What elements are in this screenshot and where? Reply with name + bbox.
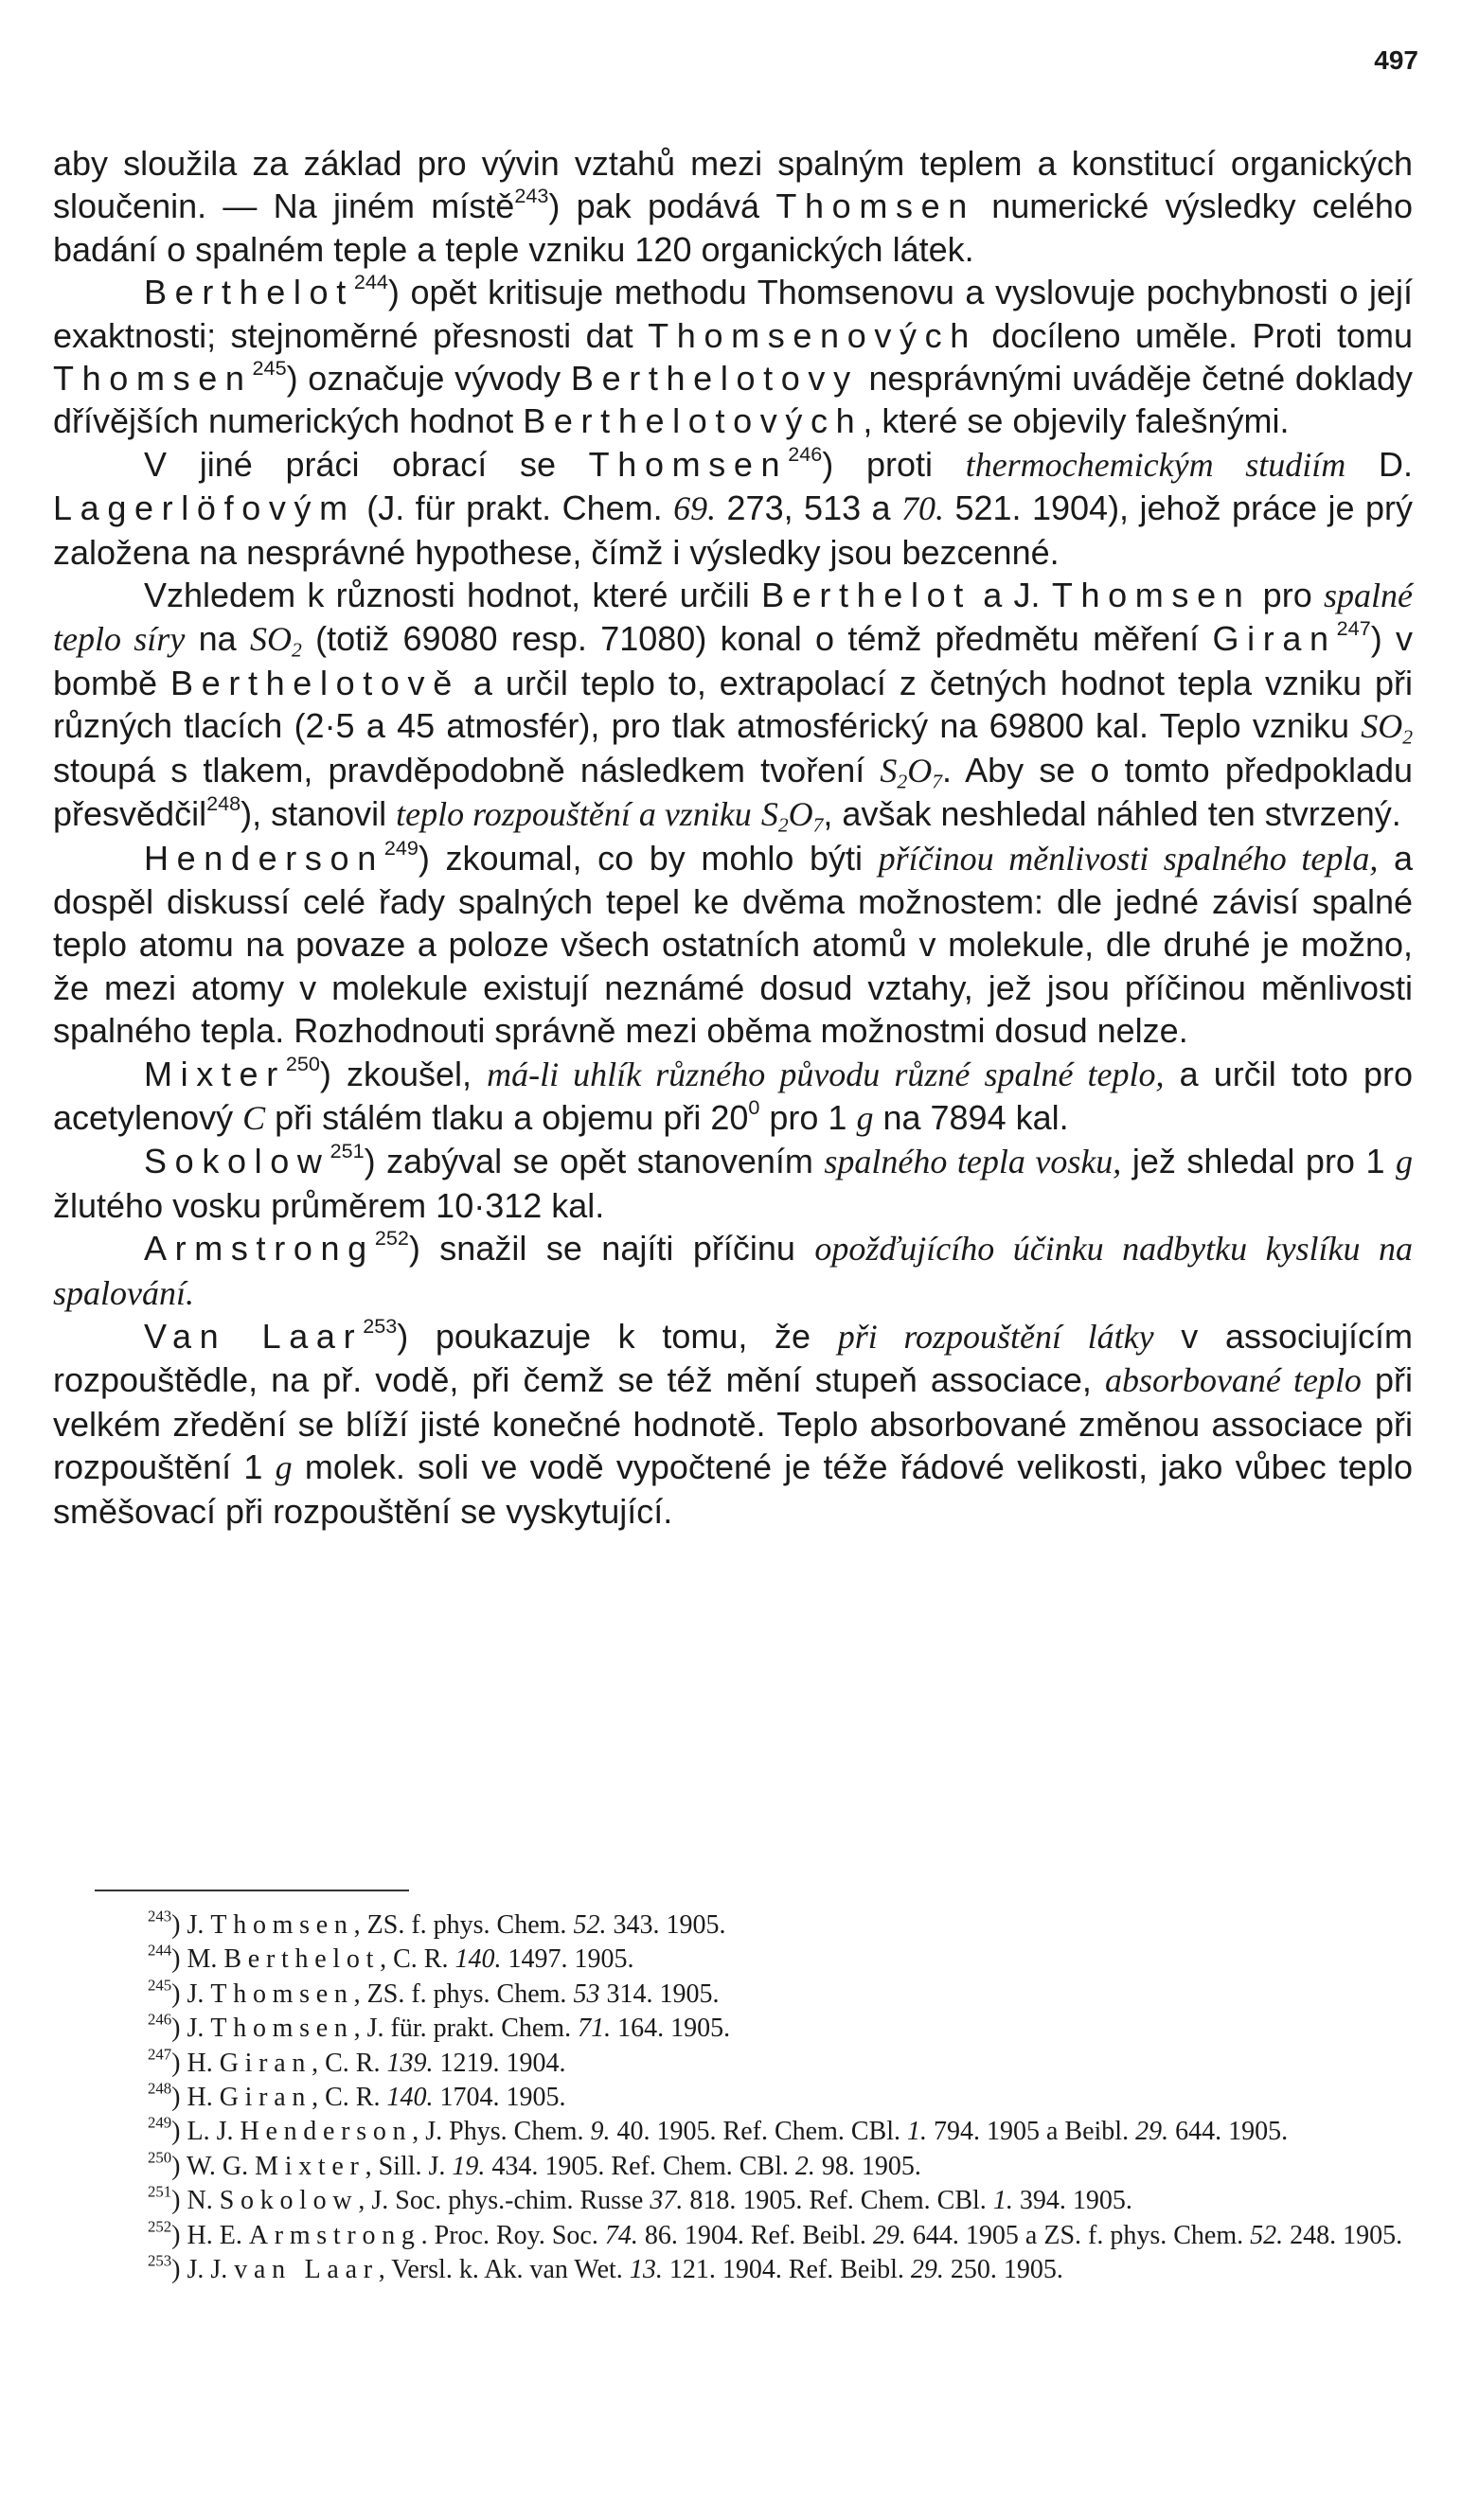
text: při stálém tlaku a objemu při 20: [265, 1097, 749, 1137]
footnote: $^{245}$) J. Thomsen, ZS. f. phys. Chem. 53 314. 1905.: [148, 1976, 720, 2009]
emphasis: při rozpouštění látky: [837, 1317, 1154, 1356]
footnote-ref[interactable]: 248: [206, 790, 241, 815]
text: Vzhledem k různosti hodnot, které určili: [144, 576, 762, 615]
emphasis: g: [856, 1098, 874, 1137]
author-name: Sokolow: [144, 1142, 330, 1181]
footnote-author: van Laar: [234, 2255, 379, 2285]
text: a J.: [971, 576, 1052, 615]
footnotes: [53, 1908, 1413, 2287]
footnote: $^{251}$) N. Sokolow, J. Soc. phys.-chim. Russe 37. 818. 1905. Ref. Chem. CBl. 1. 394. 1905.: [148, 2182, 1132, 2216]
author-name: Berthelotovy: [570, 359, 859, 399]
paragraph-6: [53, 1053, 1413, 1141]
text: 521. 1904), jehož práce je prý založena na nesprávné hypothese, čímž i výsledky jsou bezcenné.: [53, 488, 1413, 572]
footnote-ref[interactable]: 247: [1336, 616, 1371, 641]
emphasis: C: [242, 1098, 266, 1137]
paragraph-5: [53, 837, 1413, 1053]
footnote-ref[interactable]: 249: [383, 835, 419, 860]
footnote-author: Thomsen: [210, 1910, 354, 1940]
emphasis: thermochemickým studiím: [965, 445, 1346, 484]
text: numerické výsledky celého badání o spalném teple a teple vzniku 120 organických látek.: [53, 186, 1413, 269]
footnote: $^{243}$) J. Thomsen, ZS. f. phys. Chem. 52. 343. 1905.: [148, 1907, 726, 1940]
text: na 7894 kal.: [873, 1097, 1069, 1137]
text: pro 1: [759, 1097, 857, 1137]
text: ) v bombě: [53, 619, 1414, 702]
text: při velkém zředění se blíží jisté konečné hodnotě. Teplo absorbované změnou associace při rozpouštění 1: [53, 1360, 1413, 1487]
footnote: $^{248}$) H. Giran, C. R. 140. 1704. 1905.: [148, 2079, 566, 2113]
text: (J. für prakt. Chem.: [355, 488, 674, 528]
footnote-author: Henderson: [240, 2117, 413, 2147]
author-name: Thomsenových: [648, 315, 977, 355]
formula: $SO_2$: [250, 620, 302, 662]
emphasis: spalné teplo síry: [53, 577, 1414, 659]
emphasis: g: [275, 1448, 293, 1487]
footnote: $^{252}$) H. E. Armstrong. Proc. Roy. Soc. 74. 86. 1904. Ref. Beibl. 29. 644. 1905 a ZS. f. phys. Chem. 52. 248. 1905.: [148, 2217, 1403, 2250]
text: a určil teplo to, extrapolací z četných hodnot tepla vzniku při různých tlacích (2·5 a 45 atmosfér), pro tlak atmosférický na 69800 kal. Teplo vzniku: [53, 663, 1413, 746]
footnote-author: Thomsen: [210, 2014, 354, 2044]
paragraph-4: [53, 574, 1413, 836]
author-name: Van Laar: [144, 1316, 364, 1356]
text: ) označuje vývody: [286, 359, 571, 399]
text: D.: [1345, 444, 1413, 484]
text: ) pak podává: [548, 186, 776, 226]
footnote: $^{250}$) W. G. Mixter, Sill. J. 19. 434. 1905. Ref. Chem. CBl. 2. 98. 1905.: [148, 2148, 921, 2181]
text: ), stanovil: [241, 794, 397, 834]
formula: $SO_2$: [1361, 707, 1413, 749]
footnote-ref[interactable]: 253: [363, 1313, 398, 1338]
text: a určil toto pro acetylenový: [53, 1054, 1413, 1137]
footnote-author: Mixter: [255, 2151, 365, 2181]
text: v associujícím rozpouštědle, na př. vodě, při čemž se též mění stupeň associace,: [53, 1316, 1413, 1400]
footnote-ref[interactable]: 250: [285, 1051, 320, 1075]
text: jež shledal pro 1: [1121, 1142, 1396, 1181]
footnote-author: Armstrong: [248, 2220, 421, 2250]
main-text: [53, 142, 1413, 1533]
footnote-author: Thomsen: [210, 1979, 354, 2009]
degree-mark: 0: [748, 1094, 760, 1119]
text: V jiné práci obrací se: [144, 444, 589, 484]
footnote-ref[interactable]: 244: [353, 270, 388, 294]
footnote-author: Berthelot: [223, 1944, 381, 1975]
footnote-author: Giran: [219, 2083, 312, 2113]
text: molek. soli ve vodě vypočtené je téže řádové velikosti, jako vůbec teplo směšovací při rozpouštění se vyskytující.: [53, 1447, 1413, 1531]
author-name: Mixter: [144, 1054, 286, 1093]
footnote-author: Giran: [219, 2048, 312, 2078]
footnote: $^{244}$) M. Berthelot, C. R. 140. 1497. 1905.: [148, 1941, 634, 1975]
paragraph-1: [53, 142, 1413, 271]
emphasis: má-li uhlík různého původu různé spalné teplo,: [487, 1055, 1165, 1093]
text: , které se objevily falešnými.: [863, 401, 1290, 441]
text: na: [185, 619, 250, 659]
paragraph-8: [53, 1227, 1413, 1315]
text: ) zabýval se opět stanovením: [364, 1142, 825, 1181]
emphasis: absorbované teplo: [1104, 1361, 1362, 1400]
text: žlutého vosku průměrem 10·312 kal.: [53, 1185, 605, 1225]
text: ) snažil se najíti příčinu: [408, 1229, 815, 1269]
author-name: Berthelot: [144, 273, 354, 312]
author-name: Armstrong: [144, 1229, 375, 1269]
text: nesprávnými uváděje četné doklady dřívějších numerických hodnot: [53, 359, 1413, 441]
text: docíleno uměle. Proti tomu: [976, 315, 1413, 355]
author-name: Thomsen: [588, 444, 789, 484]
text: [752, 794, 761, 833]
emphasis: opožďujícího účinku nadbytku kyslíku na spalování.: [53, 1230, 1414, 1312]
text: a dospěl diskussí celé řady spalných tepel ke dvěma možnostem: dle jedné závisí spalné teplo atomu na povaze a poloze všech ostatních atomů v molekule, dle druhé je možno, že mezi atomy v molekule existují neznámé dosud vztahy, jež jsou příčinou měnlivosti spalného tepla. Rozhodnouti správně mezi oběma možnostmi dosud nelze.: [53, 838, 1413, 1051]
footnote-ref[interactable]: 251: [330, 1139, 365, 1163]
volume-number: 69.: [673, 489, 717, 528]
text: ) poukazuje k tomu, že: [397, 1316, 838, 1356]
text: , avšak neshledal náhled ten stvrzený.: [823, 794, 1401, 834]
author-name: Berthelot: [761, 576, 971, 615]
text: . Aby se o tomto předpokladu přesvědčil: [53, 750, 1414, 834]
footnote-divider: [95, 1890, 409, 1891]
footnote: $^{247}$) H. Giran, C. R. 139. 1219. 1904.: [148, 2045, 566, 2078]
text: ) proti: [822, 444, 966, 484]
paragraph-9: [53, 1315, 1413, 1533]
footnote-ref[interactable]: 243: [514, 184, 549, 208]
emphasis: spalného tepla vosku,: [824, 1143, 1122, 1181]
text: stoupá s tlakem, pravděpodobně následkem tvoření: [53, 750, 881, 790]
author-name: Giran: [1212, 619, 1337, 659]
author-name: Berthelotově: [170, 663, 460, 702]
author-name: Berthelotových: [523, 401, 864, 441]
page-number: 497: [1374, 45, 1418, 75]
footnote: $^{249}$) L. J. Henderson, J. Phys. Chem. 9. 40. 1905. Ref. Chem. CBl. 1. 794. 1905 a Beibl. 29. 644. 1905.: [148, 2113, 1289, 2147]
author-name: Thomsen: [775, 186, 975, 226]
emphasis: teplo rozpouštění a vzniku: [396, 795, 752, 834]
footnote-ref[interactable]: 246: [788, 441, 823, 466]
text: ) zkoušel,: [319, 1054, 488, 1093]
text: ) zkoumal, co by mohlo býti: [418, 838, 879, 878]
author-name: Thomsen: [53, 359, 253, 399]
author-name: Lagerlöfovým: [53, 488, 356, 528]
footnote-author: Sokolow: [219, 2186, 359, 2216]
formula: $S_2O_7$: [880, 751, 942, 793]
emphasis: příčinou měnlivosti spalného tepla,: [878, 839, 1379, 878]
text: ) opět kritisuje methodu Thomsenovu a vyslovuje pochybnosti o její exaktnosti; stejnoměrné přesnosti dat: [53, 273, 1413, 355]
text: (totiž 69080 resp. 71080) konal o témž předmětu měření: [301, 619, 1213, 659]
emphasis: g: [1396, 1143, 1413, 1181]
footnote: $^{246}$) J. Thomsen, J. für. prakt. Chem. 71. 164. 1905.: [148, 2010, 731, 2044]
footnote-ref[interactable]: 252: [374, 1225, 409, 1250]
author-name: Thomsen: [1051, 576, 1252, 615]
formula: $S_2O_7$: [760, 795, 824, 837]
volume-number: 70.: [901, 489, 945, 528]
text: 273, 513 a: [716, 488, 902, 528]
paragraph-7: [53, 1140, 1413, 1227]
paragraph-2: [53, 271, 1413, 443]
paragraph-3: [53, 443, 1413, 574]
footnote-ref[interactable]: 245: [252, 355, 287, 380]
author-name: Henderson: [144, 838, 384, 878]
footnote: $^{253}$) J. J. van Laar, Versl. k. Ak. van Wet. 13. 121. 1904. Ref. Beibl. 29. 250. 1905.: [148, 2251, 1063, 2285]
text: pro: [1251, 576, 1325, 615]
text: aby sloužila za základ pro vývin vztahů mezi spalným teplem a konstitucí organických sloučenin. — Na jiném místě: [53, 144, 1413, 226]
